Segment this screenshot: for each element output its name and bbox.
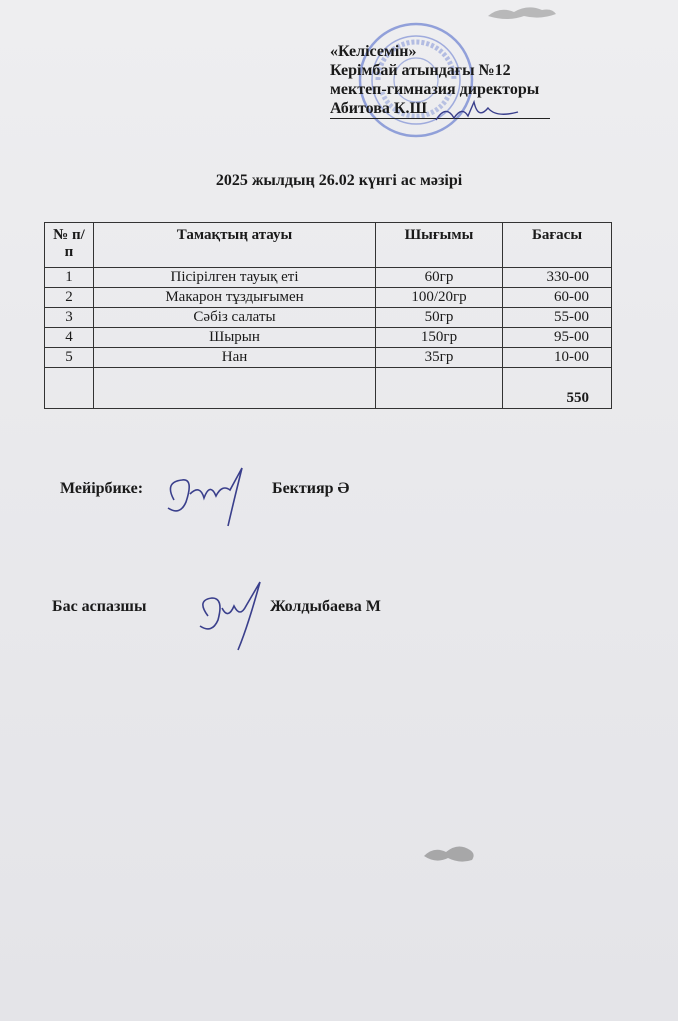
- row-yield: 35гр: [376, 348, 503, 368]
- row-dish-name: Нан: [94, 348, 376, 368]
- row-number: 3: [45, 308, 94, 328]
- table-row: [45, 268, 612, 288]
- row-dish-name: Макарон тұздығымен: [94, 288, 376, 308]
- chef-name: Жолдыбаева М: [270, 598, 381, 615]
- total-empty-cell: [376, 368, 503, 409]
- approval-heading: «Келісемін»: [330, 43, 417, 60]
- chef-signature: [190, 576, 280, 656]
- header-number: № п/п: [45, 223, 94, 268]
- row-yield: 100/20гр: [376, 288, 503, 308]
- row-yield: 50гр: [376, 308, 503, 328]
- table-row: [45, 288, 612, 308]
- menu-title: 2025 жылдың 26.02 күнгі ас мәзірі: [215, 172, 463, 189]
- row-dish-name: Пісірілген тауық еті: [94, 268, 376, 288]
- chef-role-label: Бас аспазшы: [52, 598, 147, 615]
- total-price: 550: [503, 368, 612, 409]
- row-dish-name: Шырын: [94, 328, 376, 348]
- row-number: 4: [45, 328, 94, 348]
- menu-table: [44, 222, 612, 409]
- row-dish-name: Сәбіз салаты: [94, 308, 376, 328]
- total-empty-cell: [45, 368, 94, 409]
- row-price: 10-00: [503, 348, 612, 368]
- row-yield: 60гр: [376, 268, 503, 288]
- table-row: [45, 328, 612, 348]
- ink-smudge-top: [480, 0, 560, 24]
- director-signature: [432, 98, 522, 128]
- row-yield: 150гр: [376, 328, 503, 348]
- approval-position: мектеп-гимназия директоры: [330, 81, 540, 98]
- row-price: 330-00: [503, 268, 612, 288]
- approval-director-name: Абитова К.Ш: [330, 99, 550, 119]
- nurse-signature: [160, 460, 270, 530]
- row-number: 5: [45, 348, 94, 368]
- header-yield: Шығымы: [376, 223, 503, 268]
- table-total-row: [45, 368, 612, 409]
- row-number: 2: [45, 288, 94, 308]
- ink-smudge-bottom: [420, 838, 480, 868]
- approval-school-name: Керімбай атындағы №12: [330, 62, 511, 79]
- table-row: [45, 348, 612, 368]
- row-price: 60-00: [503, 288, 612, 308]
- row-number: 1: [45, 268, 94, 288]
- nurse-role-label: Мейірбике:: [60, 480, 144, 497]
- row-price: 55-00: [503, 308, 612, 328]
- table-header-row: [45, 223, 612, 268]
- row-price: 95-00: [503, 328, 612, 348]
- header-price: Бағасы: [503, 223, 612, 268]
- total-empty-cell: [94, 368, 376, 409]
- header-dish-name: Тамақтың атауы: [94, 223, 376, 268]
- nurse-name: Бектияр Ә: [272, 480, 350, 497]
- table-row: [45, 308, 612, 328]
